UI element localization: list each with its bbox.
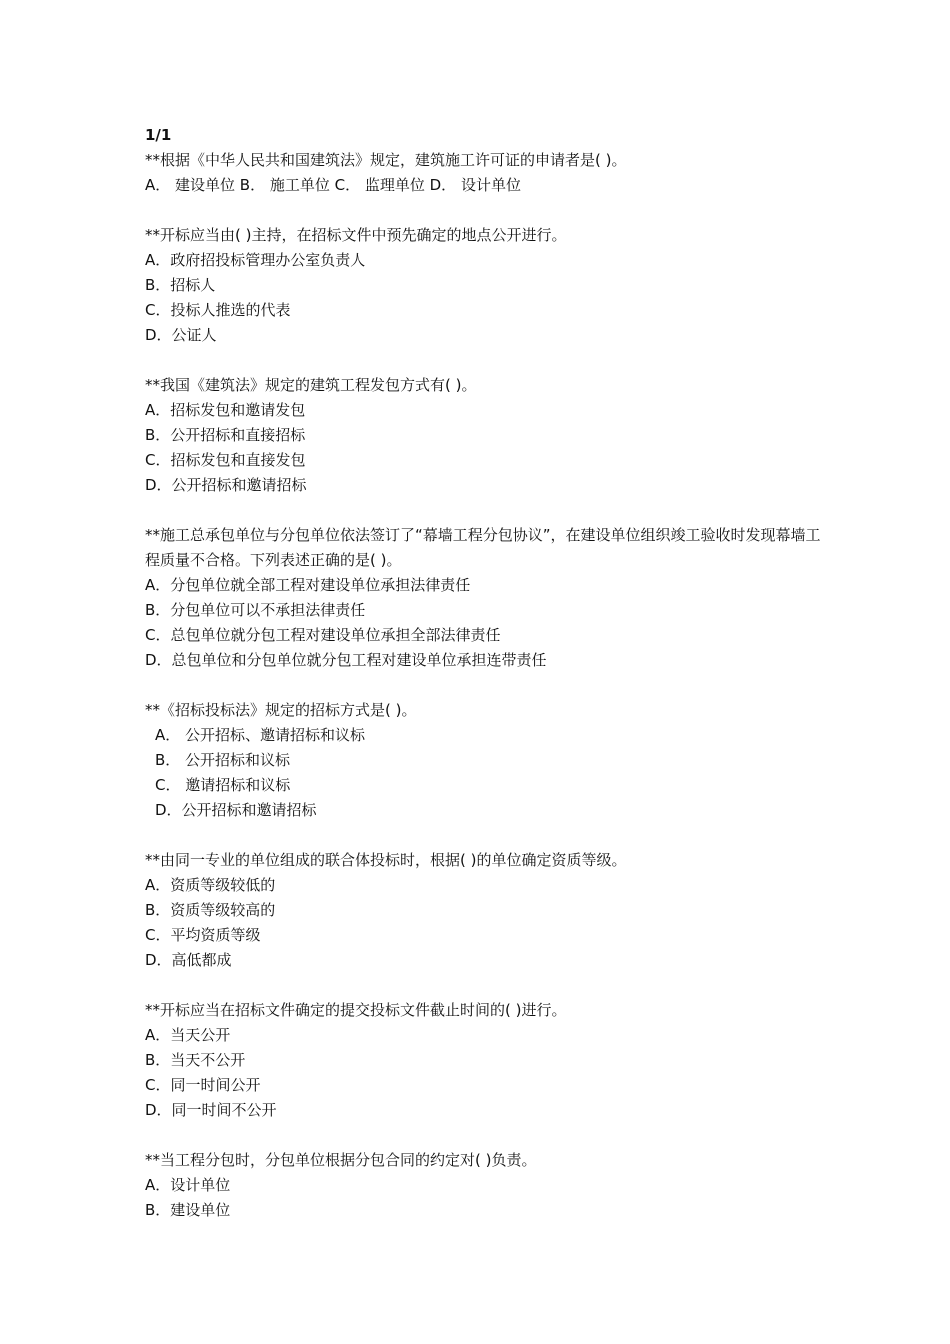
question-8 xyxy=(145,1148,825,1223)
page-number: 1/1 xyxy=(145,126,172,144)
option-b: B．当天不公开 xyxy=(145,1051,246,1069)
option-a: A．政府招投标管理办公室负责人 xyxy=(145,251,366,269)
option-d: D．高低都成 xyxy=(145,951,232,969)
option-a: A．招标发包和邀请发包 xyxy=(145,401,306,419)
question-3 xyxy=(145,373,825,498)
question-text: **当工程分包时，分包单位根据分包合同的约定对( )负责。 xyxy=(145,1151,537,1169)
option-b: B．招标人 xyxy=(145,276,216,294)
question-text: **《招标投标法》规定的招标方式是( )。 xyxy=(145,701,417,719)
option-c: C． 邀请招标和议标 xyxy=(155,776,291,794)
question-6 xyxy=(145,848,825,973)
option-a: A．设计单位 xyxy=(145,1176,231,1194)
option-b: B．建设单位 xyxy=(145,1201,231,1219)
question-5 xyxy=(145,698,825,823)
question-text: **我国《建筑法》规定的建筑工程发包方式有( )。 xyxy=(145,376,477,394)
option-d: D．公开招标和邀请招标 xyxy=(155,801,317,819)
option-d: D．总包单位和分包单位就分包工程对建设单位承担连带责任 xyxy=(145,651,547,669)
option-c: C．总包单位就分包工程对建设单位承担全部法律责任 xyxy=(145,626,501,644)
option-c: C．同一时间公开 xyxy=(145,1076,261,1094)
option-a: A． 公开招标、邀请招标和议标 xyxy=(155,726,366,744)
question-text: **根据《中华人民共和国建筑法》规定，建筑施工许可证的申请者是( )。 xyxy=(145,151,627,169)
option-a: A．资质等级较低的 xyxy=(145,876,276,894)
option-b: B．公开招标和直接招标 xyxy=(145,426,306,444)
question-text: **开标应当由( )主持，在招标文件中预先确定的地点公开进行。 xyxy=(145,226,567,244)
option-c: C．招标发包和直接发包 xyxy=(145,451,306,469)
option-d: D．公开招标和邀请招标 xyxy=(145,476,307,494)
option-a: A．分包单位就全部工程对建设单位承担法律责任 xyxy=(145,576,471,594)
option-d: D．公证人 xyxy=(145,326,217,344)
option-b: B．资质等级较高的 xyxy=(145,901,276,919)
question-4 xyxy=(145,523,825,673)
question-2 xyxy=(145,223,825,348)
question-1 xyxy=(145,148,825,198)
question-inline-options: A． 建设单位 B． 施工单位 C． 监理单位 D． 设计单位 xyxy=(145,176,521,194)
option-d: D．同一时间不公开 xyxy=(145,1101,277,1119)
question-text: **施工总承包单位与分包单位依法签订了“幕墙工程分包协议”，在建设单位组织竣工验收时发现幕墙工程质量不合格。下列表述正确的是( )。 xyxy=(145,526,821,569)
question-7 xyxy=(145,998,825,1123)
document-page xyxy=(145,123,825,1223)
option-c: C．平均资质等级 xyxy=(145,926,261,944)
option-a: A．当天公开 xyxy=(145,1026,231,1044)
option-b: B．分包单位可以不承担法律责任 xyxy=(145,601,366,619)
question-text: **由同一专业的单位组成的联合体投标时，根据( )的单位确定资质等级。 xyxy=(145,851,627,869)
option-b: B． 公开招标和议标 xyxy=(155,751,291,769)
question-text: **开标应当在招标文件确定的提交投标文件截止时间的( )进行。 xyxy=(145,1001,567,1019)
option-c: C．投标人推选的代表 xyxy=(145,301,291,319)
